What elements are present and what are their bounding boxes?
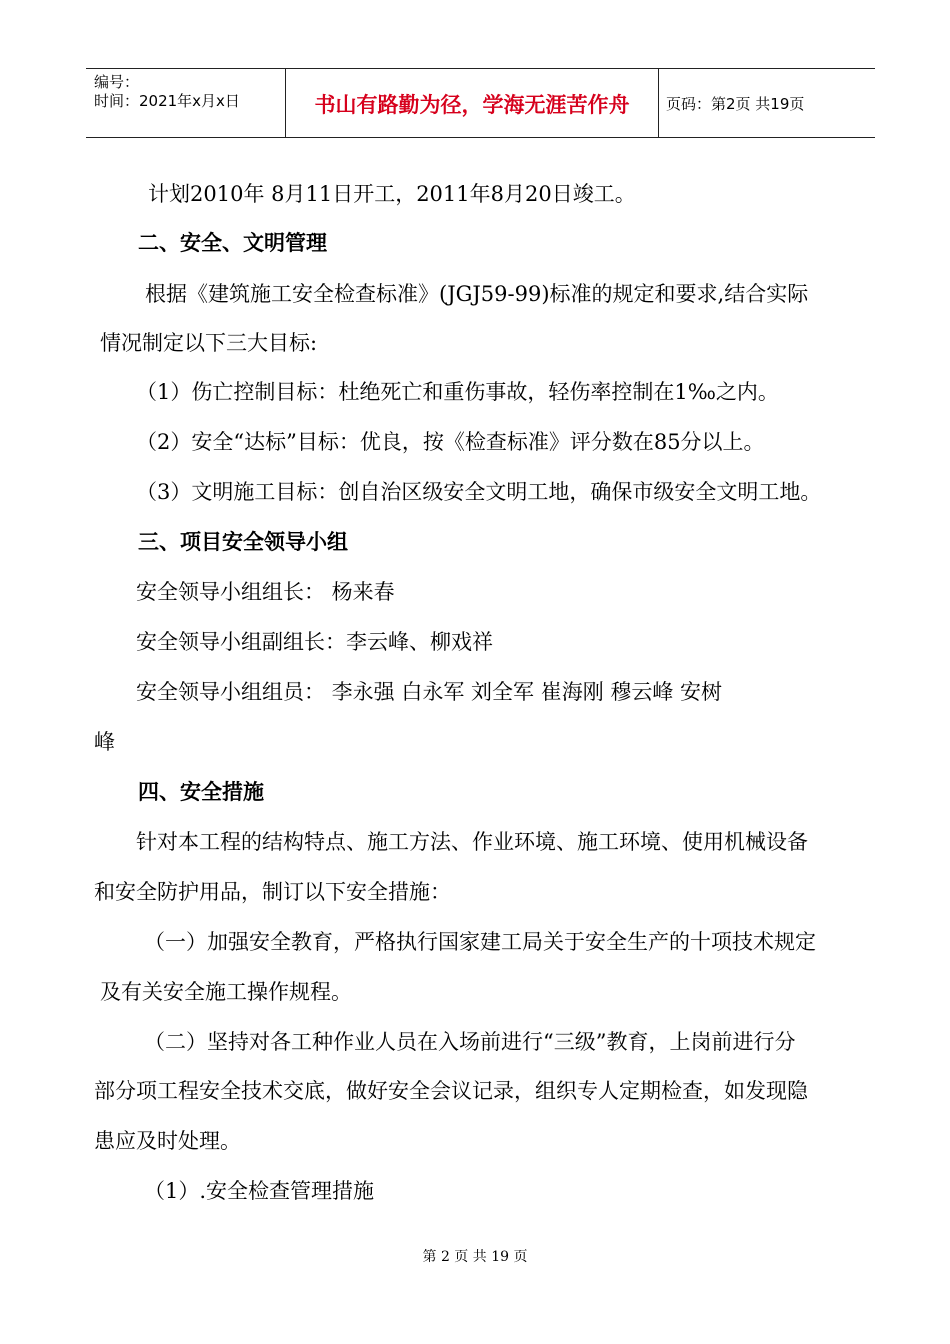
doc-number-label: 编号： bbox=[94, 73, 140, 91]
header-page-info: 页码：第2页 共19页 bbox=[666, 95, 805, 113]
goal-item: （1）伤亡控制目标：杜绝死亡和重伤事故，轻伤率控制在1‰之内。 bbox=[136, 380, 779, 404]
members-line: 安全领导小组组员： 李永强 白永军 刘全军 崔海刚 穆云峰 安树 bbox=[136, 680, 723, 704]
paragraph-line: 针对本工程的结构特点、施工方法、作业环境、施工环境、使用机械设备 bbox=[136, 830, 808, 854]
page-footer: 第 2 页 共 19 页 bbox=[422, 1249, 528, 1265]
leader-line: 安全领导小组组长： 杨来春 bbox=[136, 580, 395, 604]
members-line: 峰 bbox=[94, 730, 115, 754]
doc-time: 时间：2021年x月x日 bbox=[94, 92, 240, 110]
paragraph-line: 和安全防护用品，制订以下安全措施： bbox=[94, 880, 451, 904]
document-header bbox=[86, 68, 875, 138]
deputy-line: 安全领导小组副组长：李云峰、柳戏祥 bbox=[136, 630, 493, 654]
goal-item: （2）安全“达标”目标：优良，按《检查标准》评分数在85分以上。 bbox=[136, 430, 765, 454]
section-title: 三、项目安全领导小组 bbox=[138, 530, 348, 554]
paragraph-line: 患应及时处理。 bbox=[94, 1129, 241, 1153]
paragraph-line: 部分项工程安全技术交底，做好安全会议记录，组织专人定期检查，如发现隐 bbox=[94, 1079, 808, 1103]
schedule-line: 计划2010年 8月11日开工，2011年8月20日竣工。 bbox=[148, 182, 636, 206]
paragraph-line: （一）加强安全教育，严格执行国家建工局关于安全生产的十项技术规定 bbox=[144, 930, 816, 954]
paragraph-line: 及有关安全施工操作规程。 bbox=[100, 980, 352, 1004]
section-title: 二、安全、文明管理 bbox=[138, 231, 327, 255]
goal-item: （3）文明施工目标：创自治区级安全文明工地，确保市级安全文明工地。 bbox=[136, 480, 822, 504]
section-title: 四、安全措施 bbox=[138, 780, 264, 804]
subsection-title: （1）.安全检查管理措施 bbox=[144, 1179, 375, 1203]
paragraph-line: 根据《建筑施工安全检查标准》(JGJ59-99)标准的规定和要求,结合实际 bbox=[145, 282, 809, 306]
header-meta bbox=[94, 73, 240, 111]
paragraph-line: 情况制定以下三大目标: bbox=[100, 331, 318, 355]
header-motto: 书山有路勤为径，学海无涯苦作舟 bbox=[314, 93, 630, 117]
paragraph-line: （二）坚持对各工种作业人员在入场前进行“三级”教育，上岗前进行分 bbox=[144, 1030, 796, 1054]
header-divider bbox=[658, 69, 659, 137]
